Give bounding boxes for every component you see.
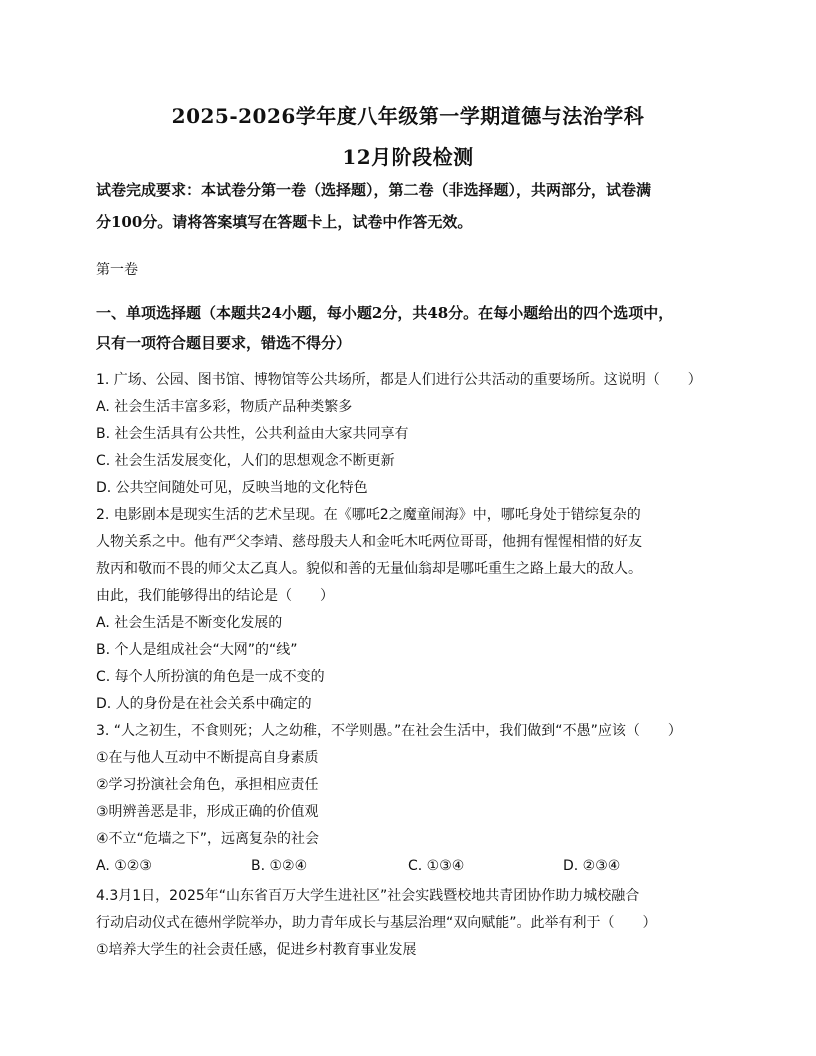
section-heading-line-1: 一、单项选择题（本题共24小题，每小题2分，共48分。在每小题给出的四个选项中， (96, 304, 674, 322)
question-3-statement-1: ①在与他人互动中不断提高自身素质 (96, 750, 319, 766)
exam-subtitle: 12月阶段检测 (342, 145, 474, 169)
part-label: 第一卷 (96, 262, 138, 278)
question-1-option-c: C. 社会生活发展变化，人们的思想观念不断更新 (96, 453, 395, 469)
question-3-option-a: A. ①②③ (96, 858, 152, 874)
question-2-option-c: C. 每个人所扮演的角色是一成不变的 (96, 669, 325, 685)
question-4-stem-line-1: 4.3月1日，2025年“山东省百万大学生进社区”社会实践暨校地共青团协作助力城校融合 (96, 888, 640, 904)
question-3-statement-4: ④不立“危墙之下”，远离复杂的社会 (96, 831, 320, 847)
question-4-stem-line-2: 行动启动仪式在德州学院举办，助力青年成长与基层治理“双向赋能”。此举有利于（ ） (96, 915, 657, 931)
question-3-stem: 3. “人之初生，不食则死；人之幼稚，不学则愚。”在社会生活中，我们做到“不愚”应该（ ） (96, 723, 682, 739)
question-4-statement-1: ①培养大学生的社会责任感，促进乡村教育事业发展 (96, 942, 417, 958)
question-3-statement-2: ②学习扮演社会角色，承担相应责任 (96, 777, 319, 793)
exam-requirements (96, 174, 726, 238)
question-2-stem-line-3: 敖丙和敬而不畏的师父太乙真人。貌似和善的无量仙翁却是哪吒重生之路上最大的敌人。 (96, 561, 642, 577)
question-2-stem-line-2: 人物关系之中。他有严父李靖、慈母殷夫人和金吒木吒两位哥哥，他拥有惺惺相惜的好友 (96, 534, 642, 550)
question-1-option-a: A. 社会生活丰富多彩，物质产品种类繁多 (96, 399, 353, 415)
question-1-stem: 1. 广场、公园、图书馆、博物馆等公共场所，都是人们进行公共活动的重要场所。这说明（ ） (96, 372, 702, 388)
exam-title: 2025-2026学年度八年级第一学期道德与法治学科 (171, 104, 645, 128)
question-2-stem-line-4: 由此，我们能够得出的结论是（ ） (96, 588, 334, 604)
question-3-option-c: C. ①③④ (408, 858, 465, 874)
requirements-line-2: 分100分。请将答案填写在答题卡上，试卷中作答无效。 (96, 213, 473, 231)
question-3-option-d: D. ②③④ (563, 858, 621, 874)
question-1-option-d: D. 公共空间随处可见，反映当地的文化特色 (96, 480, 368, 496)
question-1-option-b: B. 社会生活具有公共性，公共利益由大家共同享有 (96, 426, 409, 442)
question-3-statement-3: ③明辨善恶是非，形成正确的价值观 (96, 804, 319, 820)
requirements-line-1: 试卷完成要求：本试卷分第一卷（选择题），第二卷（非选择题），共两部分，试卷满 (96, 181, 652, 199)
question-2-option-b: B. 个人是组成社会“大网”的“线” (96, 642, 298, 658)
question-3-option-b: B. ①②④ (251, 858, 308, 874)
section-heading-line-2: 只有一项符合题目要求，错选不得分） (96, 334, 352, 352)
question-2-stem-line-1: 2. 电影剧本是现实生活的艺术呈现。在《哪吒2之魔童闹海》中，哪吒身处于错综复杂的 (96, 507, 641, 523)
question-2-option-a: A. 社会生活是不断变化发展的 (96, 615, 283, 631)
question-2-option-d: D. 人的身份是在社会关系中确定的 (96, 696, 312, 712)
